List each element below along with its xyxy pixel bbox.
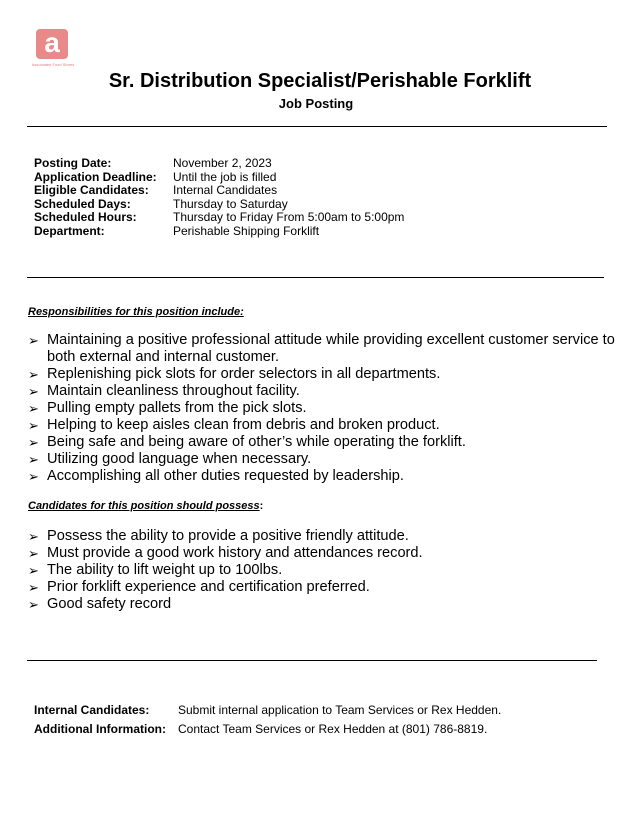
list-item: [28, 545, 618, 562]
footer-value: Submit internal application to Team Services or Rex Hedden.: [178, 703, 502, 717]
info-value: Perishable Shipping Forklift: [173, 223, 320, 238]
info-label: Posting Date:: [34, 156, 112, 170]
arrow-bullet-icon: ➢: [28, 333, 39, 348]
list-item-text: Possess the ability to provide a positive friendly attitude.: [47, 528, 409, 544]
candidates-heading: [28, 500, 263, 512]
footer-label: Additional Information:: [34, 722, 166, 736]
list-item-text: Replenishing pick slots for order selectors in all departments.: [47, 366, 441, 382]
info-value: November 2, 2023: [173, 156, 272, 170]
footer-internal: [34, 704, 501, 717]
divider-top: [27, 126, 607, 127]
list-item-text: Being safe and being aware of other’s while operating the forklift.: [47, 434, 466, 450]
info-row-posting-date: [34, 157, 404, 171]
info-label: Department:: [34, 223, 105, 238]
list-item-text: Accomplishing all other duties requested by leadership.: [47, 468, 404, 484]
arrow-bullet-icon: ➢: [28, 367, 39, 382]
list-item: [28, 562, 618, 579]
candidates-heading-colon: :: [259, 500, 264, 512]
info-row-eligible: [34, 184, 404, 198]
list-item: [28, 596, 618, 613]
posting-info: [34, 157, 404, 238]
info-row-days: [34, 198, 404, 212]
info-label: Scheduled Hours:: [34, 210, 137, 224]
footer-label: Internal Candidates:: [34, 703, 150, 717]
info-label: Application Deadline:: [34, 169, 157, 184]
arrow-bullet-icon: ➢: [28, 418, 39, 433]
footer-additional: [34, 723, 487, 736]
responsibilities-heading-text: Responsibilities for this position include:: [28, 306, 244, 318]
logo-text: Associated Food Stores: [31, 62, 75, 67]
footer-row: [34, 704, 501, 717]
arrow-bullet-icon: ➢: [28, 580, 39, 595]
list-item: [28, 579, 618, 596]
responsibilities-heading: [28, 306, 244, 318]
list-item-text: The ability to lift weight up to 100lbs.: [47, 562, 283, 578]
arrow-bullet-icon: ➢: [28, 546, 39, 561]
list-item-text: Utilizing good language when necessary.: [47, 451, 312, 467]
candidates-heading-text: Candidates for this position should possess: [28, 500, 260, 512]
list-item: [28, 451, 618, 468]
list-item-text: Maintain cleanliness throughout facility.: [47, 383, 300, 399]
arrow-bullet-icon: ➢: [28, 563, 39, 578]
info-value: Thursday to Friday From 5:00am to 5:00pm: [173, 210, 405, 224]
candidates-list: [28, 528, 618, 613]
arrow-bullet-icon: ➢: [28, 435, 39, 450]
page-subtitle: Job Posting: [278, 96, 354, 111]
arrow-bullet-icon: ➢: [28, 452, 39, 467]
list-item: [28, 400, 618, 417]
arrow-bullet-icon: ➢: [28, 469, 39, 484]
list-item: [28, 468, 618, 485]
info-label: Scheduled Days:: [34, 196, 131, 211]
info-row-deadline: [34, 171, 404, 185]
list-item-text: Good safety record: [47, 596, 172, 612]
responsibilities-list: [28, 332, 618, 485]
info-value: Until the job is filled: [173, 169, 277, 184]
list-item: [28, 383, 618, 400]
list-item: [28, 332, 618, 366]
list-item-text: Maintaining a positive professional attitude while providing excellent customer service to both external and internal customer.: [47, 332, 615, 365]
info-value: Thursday to Saturday: [173, 196, 288, 211]
list-item: [28, 434, 618, 451]
list-item-text: Prior forklift experience and certification preferred.: [47, 579, 370, 595]
list-item: [28, 417, 618, 434]
list-item-text: Helping to keep aisles clean from debris and broken product.: [47, 417, 440, 433]
info-label: Eligible Candidates:: [34, 183, 149, 197]
arrow-bullet-icon: ➢: [28, 401, 39, 416]
arrow-bullet-icon: ➢: [28, 597, 39, 612]
divider-bottom: [27, 660, 597, 661]
footer-value: Contact Team Services or Rex Hedden at (801) 786-8819.: [178, 722, 488, 736]
list-item: [28, 366, 618, 383]
logo-letter: a: [44, 27, 60, 58]
list-item-text: Must provide a good work history and attendances record.: [47, 545, 423, 561]
arrow-bullet-icon: ➢: [28, 384, 39, 399]
list-item-text: Pulling empty pallets from the pick slots.: [47, 400, 307, 416]
company-logo: [26, 29, 80, 71]
list-item: [28, 528, 618, 545]
info-value: Internal Candidates: [173, 183, 278, 197]
footer-row: [34, 723, 487, 736]
divider-middle: [27, 277, 604, 278]
page-title: Sr. Distribution Specialist/Perishable Forklift: [108, 70, 532, 92]
info-row-department: [34, 225, 404, 239]
info-row-hours: [34, 211, 404, 225]
arrow-bullet-icon: ➢: [28, 529, 39, 544]
